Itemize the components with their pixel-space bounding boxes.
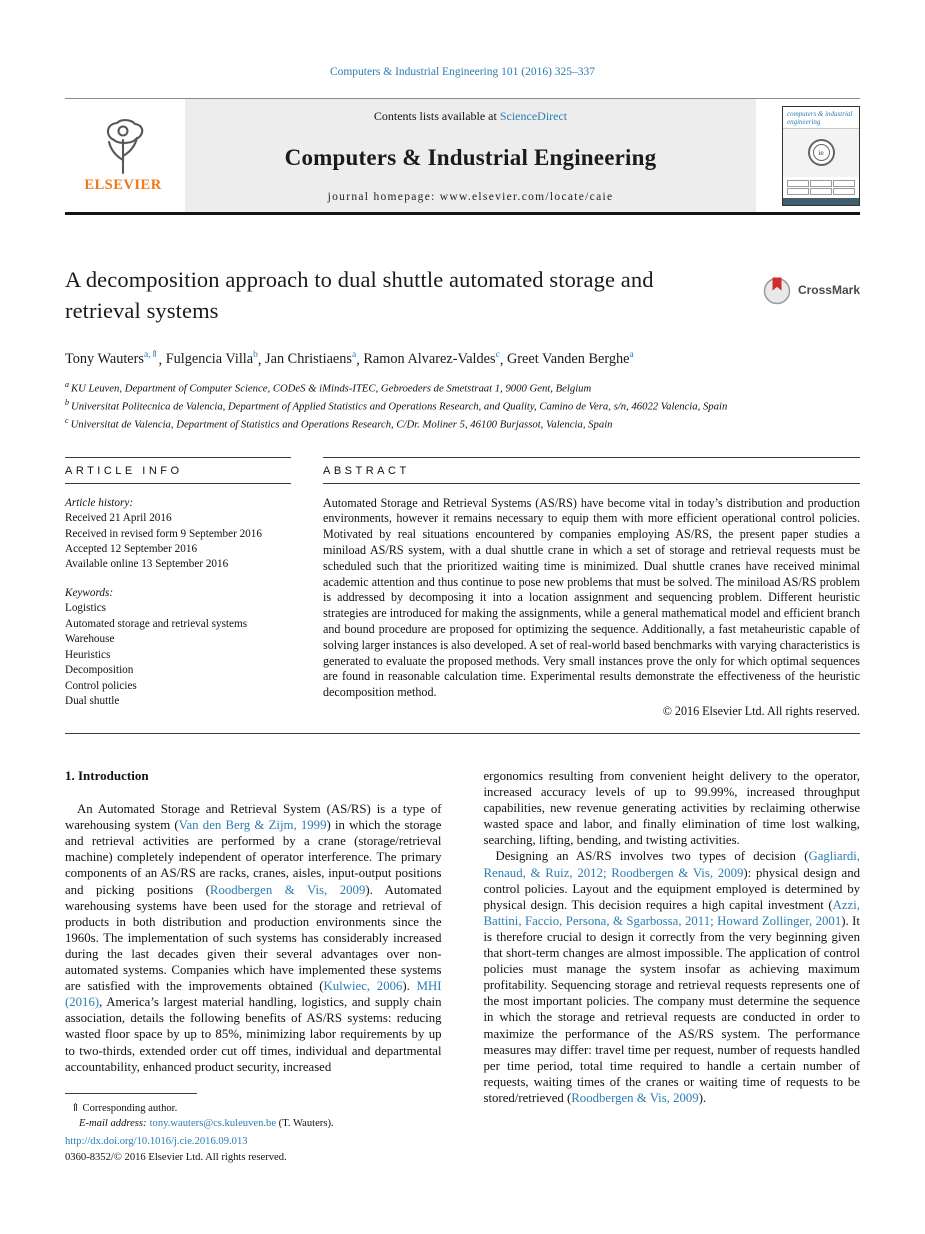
article-info-column [65, 457, 291, 719]
author-affiliation-ref[interactable]: a [352, 350, 357, 361]
journal-cover-thumbnail[interactable] [782, 106, 860, 206]
text-segment: ergonomics resulting from convenient height delivery to the operator, increased accuracy levels of up to 99.99%, increased throughput capabilities, new revenue generating activities by reclaiming otherwise wasted space and labor, and finally elimination of time lost walking, searching, lifting, bending, and twisting activities. [483, 769, 860, 848]
citation-link[interactable]: MHI (2016) [65, 979, 442, 1010]
article-history-entry: Available online 13 September 2016 [65, 558, 229, 571]
article-body [65, 768, 860, 1132]
email-suffix: (T. Wauters). [276, 1118, 334, 1130]
author: Fulgencia Villa$^b$ [165, 350, 258, 368]
cover-bottom-bar [783, 198, 859, 205]
citation-link[interactable]: Roodbergen & Vis, 2009 [571, 1090, 699, 1105]
article-title: A decomposition approach to dual shuttle automated storage and retrieval systems [65, 267, 654, 323]
author: Greet Vanden Berghe$^a$ [506, 350, 634, 368]
section-heading-introduction: 1. Introduction [65, 768, 149, 783]
citation-link[interactable]: Kulwiec, 2006 [323, 979, 403, 994]
article-info-header: ARTICLE INFO [65, 464, 183, 477]
keyword: Logistics [65, 602, 107, 615]
article-history-list [65, 511, 291, 573]
elsevier-logo[interactable] [65, 99, 181, 212]
intro-paragraph-left [65, 801, 442, 1075]
author-affiliation-ref[interactable]: b [253, 350, 258, 361]
abstract-copyright: © 2016 Elsevier Ltd. All rights reserved. [662, 704, 860, 718]
article-history-entry: Accepted 12 September 2016 [65, 543, 198, 555]
author-affiliation-ref[interactable]: a,⇑ [143, 350, 159, 361]
text-segment: ). [402, 979, 417, 994]
issn-copyright-line: 0360-8352/© 2016 Elsevier Ltd. All rights reserved. [65, 1152, 287, 1164]
keyword: Control policies [65, 679, 137, 692]
design-paragraph [484, 848, 861, 1106]
imprint-block [65, 1134, 287, 1167]
info-abstract-block [65, 457, 860, 719]
text-segment: Designing an AS/RS involves two types of decision ( [495, 849, 809, 864]
journal-masthead [65, 99, 860, 212]
footnote-block [65, 1093, 442, 1132]
author-email-link[interactable]: tony.wauters@cs.kuleuven.be [149, 1118, 277, 1130]
article-history-entry: Received in revised form 9 September 2016 [65, 527, 262, 540]
affiliation-list [65, 379, 860, 432]
keyword: Decomposition [65, 664, 134, 677]
citation-link[interactable]: Van den Berg & Zijm, 1999 [178, 818, 327, 833]
author: Jan Christiaens$^a$ [265, 350, 357, 368]
author-separator: , [499, 351, 507, 368]
contents-prefix-text: Contents lists available at [373, 109, 500, 123]
sciencedirect-link[interactable]: ScienceDirect [499, 109, 568, 123]
affiliation: $^a$ KU Leuven, Department of Computer Science, CODeS & iMinds-ITEC, Gebroeders de Smetstraat 1, 9000 Gent, Belgium [65, 380, 592, 395]
masthead-right [778, 99, 860, 212]
cover-ie-monogram: ie [813, 144, 830, 161]
author-affiliation-ref[interactable]: a [629, 350, 634, 361]
author-affiliation-ref[interactable]: c [495, 350, 500, 361]
article-history-label: Article history: [65, 496, 134, 509]
author-list [65, 350, 860, 369]
text-segment: ). [698, 1090, 707, 1105]
doi-link[interactable]: http://dx.doi.org/10.1016/j.cie.2016.09.013 [65, 1136, 248, 1147]
keyword: Heuristics [65, 648, 111, 661]
citation-link[interactable]: Gagliardi, Renaud, & Ruiz, 2012; Roodbergen & Vis, 2009 [483, 849, 860, 880]
keywords-list [65, 601, 291, 709]
email-note [65, 1116, 442, 1132]
text-segment: ): physical design and control policies. Layout and the equipment employed is determined by physical design. This decision requires a high capital investment ( [483, 865, 861, 912]
elsevier-tree-icon [95, 118, 151, 176]
keyword: Warehouse [65, 633, 115, 646]
cover-ring-icon [808, 139, 835, 166]
cover-emblem-area [783, 129, 859, 177]
author-separator: , [356, 351, 364, 368]
contents-list-line [374, 109, 567, 124]
text-segment: , America’s largest material handling, logistics, and supply chain association, details the following benefits of AS/RS systems: reducing wasted floor space by up to 85%, minimizing labor requirements by up to two-thirds, extended order cut off times, individual and departmental accountability, enhanced product security, increased [65, 995, 442, 1074]
footnote-rule [65, 1093, 197, 1094]
author-separator: , [158, 351, 166, 368]
affiliation: $^c$ Universitat de Valencia, Department of Statistics and Operations Research, C/Dr. Moliner 5, 46100 Burjassot, Valencia, Spain [65, 415, 613, 431]
masthead-bottom-rule [65, 212, 860, 215]
keyword: Automated storage and retrieval systems [65, 617, 248, 630]
author-separator: , [257, 351, 266, 368]
elsevier-wordmark: ELSEVIER [84, 176, 162, 193]
affiliation: $^b$ Universitat Politecnica de Valencia, Department of Applied Statistics and Operations Research, and Quality, Camino de Vera, s/n, 46022 Valencia, Spain [65, 398, 728, 413]
crossmark-badge[interactable] [762, 273, 860, 307]
body-right-column [484, 768, 861, 1132]
text-segment: ) in which the storage and retrieval activities are performed by a crane (storage/retrieval machine) completely independent of operator interference. The primary components of an AS/RS are racks, cranes, aisles, input-output positions and picking positions ( [65, 818, 442, 897]
masthead-center-box [185, 99, 756, 212]
intro-paragraph-right [484, 768, 861, 848]
email-label: E-mail address: [79, 1118, 147, 1130]
title-row [65, 265, 860, 327]
abstract-header: ABSTRACT [323, 464, 410, 477]
divider [65, 733, 860, 734]
keywords-label: Keywords: [65, 586, 114, 599]
abstract-column [323, 457, 860, 719]
crossmark-icon [762, 275, 792, 305]
cover-title-text: computers & industrial engineering [783, 107, 859, 129]
text-segment: ). Automated warehousing systems have been used for the storage and retrieval of products in both distribution and production environments since the 1960s. The implementation of such systems has considerably increased during the last decades given their several advantages over non-automated systems. Companies which have implemented these systems are satisfied with the improvements obtained ( [65, 882, 442, 994]
citation-link[interactable]: Azzi, Battini, Faccio, Persona, & Sgarbossa, 2011; Howard Zollinger, 2001 [483, 897, 860, 928]
abstract-text: Automated Storage and Retrieval Systems (AS/RS) have become vital in today’s distribution and production environments, however it remains necessary to equip them with more efficient operational control policies. Motivated by real situations encountered by companies employing AS/RS, the present paper studies a miniload AS/RS system, with a dual shuttle crane in which a set of storage and retrieval requests must be scheduled such that the prioritized waiting time is minimized. Dual shuttle cranes have received minimal academic attention and thus continue to pose new problems that must be solved. The miniload AS/RS problem is addressed by decomposing it into a location assignment and sequencing problem. Different heuristic strategies are introduced for making the assignments, while a general mathematical model and efficient branch and bound procedure are proposed for optimizing the sequence. Additionally, a fast metaheuristic capable of solving larger instances is also developed. A set of real-world based benchmarks with varying characteristics is generated to evaluate the proposed methods. Very small instances prove the only for which optimal sequences are found in reasonable calculation time. Experimental results demonstrate the effectiveness of the heuristic decomposition method. [323, 495, 860, 700]
article-history-entry: Received 21 April 2016 [65, 512, 172, 525]
author: Tony Wauters$^{a,⇑}$ [65, 350, 159, 368]
article-info-body [65, 484, 291, 710]
text-segment: An Automated Storage and Retrieval System (AS/RS) is a type of warehousing system ( [65, 802, 442, 833]
journal-homepage-link[interactable]: journal homepage: www.elsevier.com/locate/caie [327, 191, 614, 203]
journal-citation-link[interactable]: Computers & Industrial Engineering 101 (2016) 325–337 [329, 66, 596, 78]
body-left-column [65, 768, 442, 1132]
author: Ramon Alvarez-Valdes$^c$ [363, 350, 500, 368]
citation-link[interactable]: Roodbergen & Vis, 2009 [209, 882, 366, 897]
journal-title: Computers & Industrial Engineering [284, 144, 657, 170]
text-segment: ). It is therefore crucial to design it correctly from the very beginning given that short-term changes are almost impossible. The application of control policies must manage the system insofar as achieving maximum profitability. Sequencing storage and retrieval requests represents one of the most important policies. The company must determine the sequence in which the storage and retrieval requests are conducted in order to maximize the performance of the AS/RS system. The performance measures may differ: travel time per request, number of requests handled per time period, total time required to handle a certain number of requests, waiting times of the cranes or waiting time of requests to be stored/retrieved ( [483, 913, 860, 1105]
corresponding-author-note: ⇑ Corresponding author. [71, 1102, 178, 1114]
keyword: Dual shuttle [65, 695, 120, 708]
cover-grid-decoration [783, 177, 859, 198]
crossmark-label: CrossMark [797, 283, 860, 297]
